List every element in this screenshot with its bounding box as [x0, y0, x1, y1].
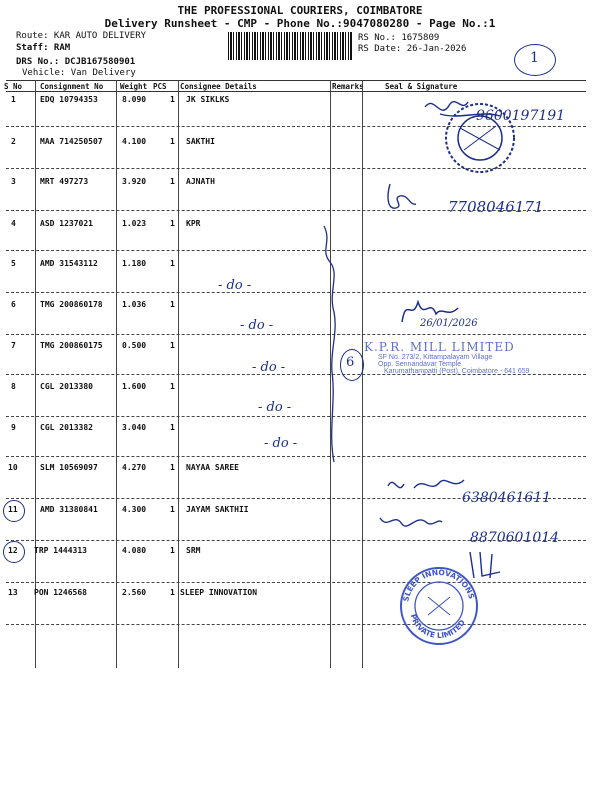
page-circle-number: 1 [530, 50, 539, 66]
handwritten-date: 26/01/2026 [420, 318, 478, 329]
row-pcs: 1 [170, 341, 175, 350]
ditto-mark: - do - [218, 278, 252, 293]
ditto-brace [310, 222, 350, 467]
row-pcs: 1 [170, 95, 175, 104]
sleep-innovations-stamp [398, 565, 480, 647]
row-divider [6, 250, 586, 251]
route-label: Route: KAR AUTO DELIVERY [16, 31, 147, 41]
delivery-stamp-round [440, 98, 520, 178]
row-pcs: 1 [170, 546, 175, 555]
row-consignment: TRP 1444313 [34, 546, 87, 555]
row-sno: 12 [8, 546, 18, 555]
remark-circle-mark [340, 349, 364, 381]
row-consignee: SLEEP INNOVATION [180, 588, 258, 597]
row-consignment: PON 1246568 [34, 588, 87, 597]
row-weight: 3.040 [122, 423, 147, 432]
row-sno: 4 [11, 219, 16, 228]
signature [382, 178, 422, 218]
row-consignment: TMG 200860175 [40, 341, 103, 350]
handwritten-phone: 9600197191 [476, 108, 566, 124]
col-header-sno: S No [4, 82, 23, 91]
row-pcs: 1 [170, 423, 175, 432]
row-sno: 9 [11, 423, 16, 432]
row-divider [6, 624, 586, 625]
col-header-weight: Weight [120, 82, 148, 91]
signature [384, 472, 474, 502]
stamp-company-name: K.P.R. MILL LIMITED [364, 340, 515, 354]
rs-date: RS Date: 26-Jan-2026 [358, 44, 467, 54]
row-sno: 1 [11, 95, 16, 104]
row-consignment: AMD 31543112 [40, 259, 98, 268]
row-consignment: ASD 1237021 [40, 219, 93, 228]
ditto-mark: - do - [240, 318, 274, 333]
row-consignment: MRT 497273 [40, 177, 89, 186]
row-sno: 11 [8, 505, 18, 514]
row-weight: 1.023 [122, 219, 147, 228]
row-consignment: CGL 2013382 [40, 423, 93, 432]
row-weight: 4.270 [122, 463, 147, 472]
col-header-remarks: Remarks [332, 82, 364, 91]
row-pcs: 1 [170, 588, 175, 597]
drs-label: DRS No.: DCJB167580901 [16, 57, 136, 67]
row-sno: 6 [11, 300, 16, 309]
row-weight: 1.180 [122, 259, 147, 268]
staff-label: Staff: RAM [16, 43, 71, 53]
row-consignee: KPR [186, 219, 201, 228]
row-weight: 0.500 [122, 341, 147, 350]
row-weight: 1.600 [122, 382, 147, 391]
remark-circle-number: 6 [346, 355, 355, 370]
row-consignee: NAYAA SAREE [186, 463, 239, 472]
row-sno: 10 [8, 463, 18, 472]
row-weight: 2.560 [122, 588, 147, 597]
row-pcs: 1 [170, 177, 175, 186]
runsheet-subtitle: Delivery Runsheet - CMP - Phone No.:9047080280 - Page No.:1 [104, 17, 496, 30]
col-header-seal: Seal & Signature [385, 82, 458, 91]
row-circle-mark [3, 541, 25, 563]
row-sno: 3 [11, 177, 16, 186]
row-weight: 4.080 [122, 546, 147, 555]
row-consignee: SAKTHI [186, 137, 215, 146]
row-consignment: MAA 714250507 [40, 137, 103, 146]
svg-text:PRIVATE LIMITED: PRIVATE LIMITED [408, 612, 467, 641]
row-consignment: AMD 31380841 [40, 505, 98, 514]
stamp-address-line: Karumathampatti (Post), Coimbatore - 641 659 [384, 368, 530, 375]
row-circle-mark [3, 500, 25, 522]
row-weight: 1.036 [122, 300, 147, 309]
col-header-consignment: Consignment No [40, 82, 104, 91]
barcode [228, 32, 352, 60]
row-weight: 4.100 [122, 137, 147, 146]
col-header-pcs: PCS [153, 82, 167, 91]
row-consignment: EDQ 10794353 [40, 95, 98, 104]
ditto-mark: - do - [264, 436, 298, 451]
ditto-mark: - do - [252, 360, 286, 375]
row-consignment: CGL 2013380 [40, 382, 93, 391]
row-pcs: 1 [170, 259, 175, 268]
row-divider [6, 456, 586, 457]
row-pcs: 1 [170, 300, 175, 309]
stamp-address-line: Opp. Sennandavar Temple [378, 361, 462, 368]
row-divider [6, 416, 586, 417]
row-sno: 7 [11, 341, 16, 350]
row-weight: 3.920 [122, 177, 147, 186]
row-sno: 2 [11, 137, 16, 146]
row-divider [6, 582, 586, 583]
handwritten-phone: 7708046171 [448, 198, 544, 216]
page-circle-mark [514, 44, 556, 76]
kpr-mill-stamp [364, 340, 564, 400]
row-pcs: 1 [170, 219, 175, 228]
row-pcs: 1 [170, 382, 175, 391]
row-pcs: 1 [170, 463, 175, 472]
row-sno: 8 [11, 382, 16, 391]
handwritten-phone: 8870601014 [470, 530, 560, 546]
col-header-consignee: Consignee Details [180, 82, 257, 91]
row-consignee: AJNATH [186, 177, 215, 186]
row-pcs: 1 [170, 137, 175, 146]
table-top-line [6, 80, 586, 81]
stamp-address-line: SF No. 273/2, Kittampalayam Village [378, 354, 493, 361]
row-divider [6, 292, 586, 293]
row-consignment: TMG 200860178 [40, 300, 103, 309]
row-consignee: JAYAM SAKTHII [186, 505, 249, 514]
row-sno: 13 [8, 588, 18, 597]
svg-text:SLEEP INNOVATIONS: SLEEP INNOVATIONS [401, 567, 477, 603]
row-sno: 5 [11, 259, 16, 268]
row-weight: 8.090 [122, 95, 147, 104]
rs-number: RS No.: 1675809 [358, 33, 440, 43]
signature [376, 508, 446, 538]
ditto-mark: - do - [258, 400, 292, 415]
row-consignee: JK SIKLKS [186, 95, 230, 104]
handwritten-phone: 6380461611 [462, 490, 552, 506]
row-pcs: 1 [170, 505, 175, 514]
row-divider [6, 334, 586, 335]
row-weight: 4.300 [122, 505, 147, 514]
vehicle-label: Vehicle: Van Delivery [22, 68, 136, 78]
company-title: THE PROFESSIONAL COURIERS, COIMBATORE [177, 4, 423, 17]
row-consignment: SLM 10569097 [40, 463, 98, 472]
row-consignee: SRM [186, 546, 201, 555]
